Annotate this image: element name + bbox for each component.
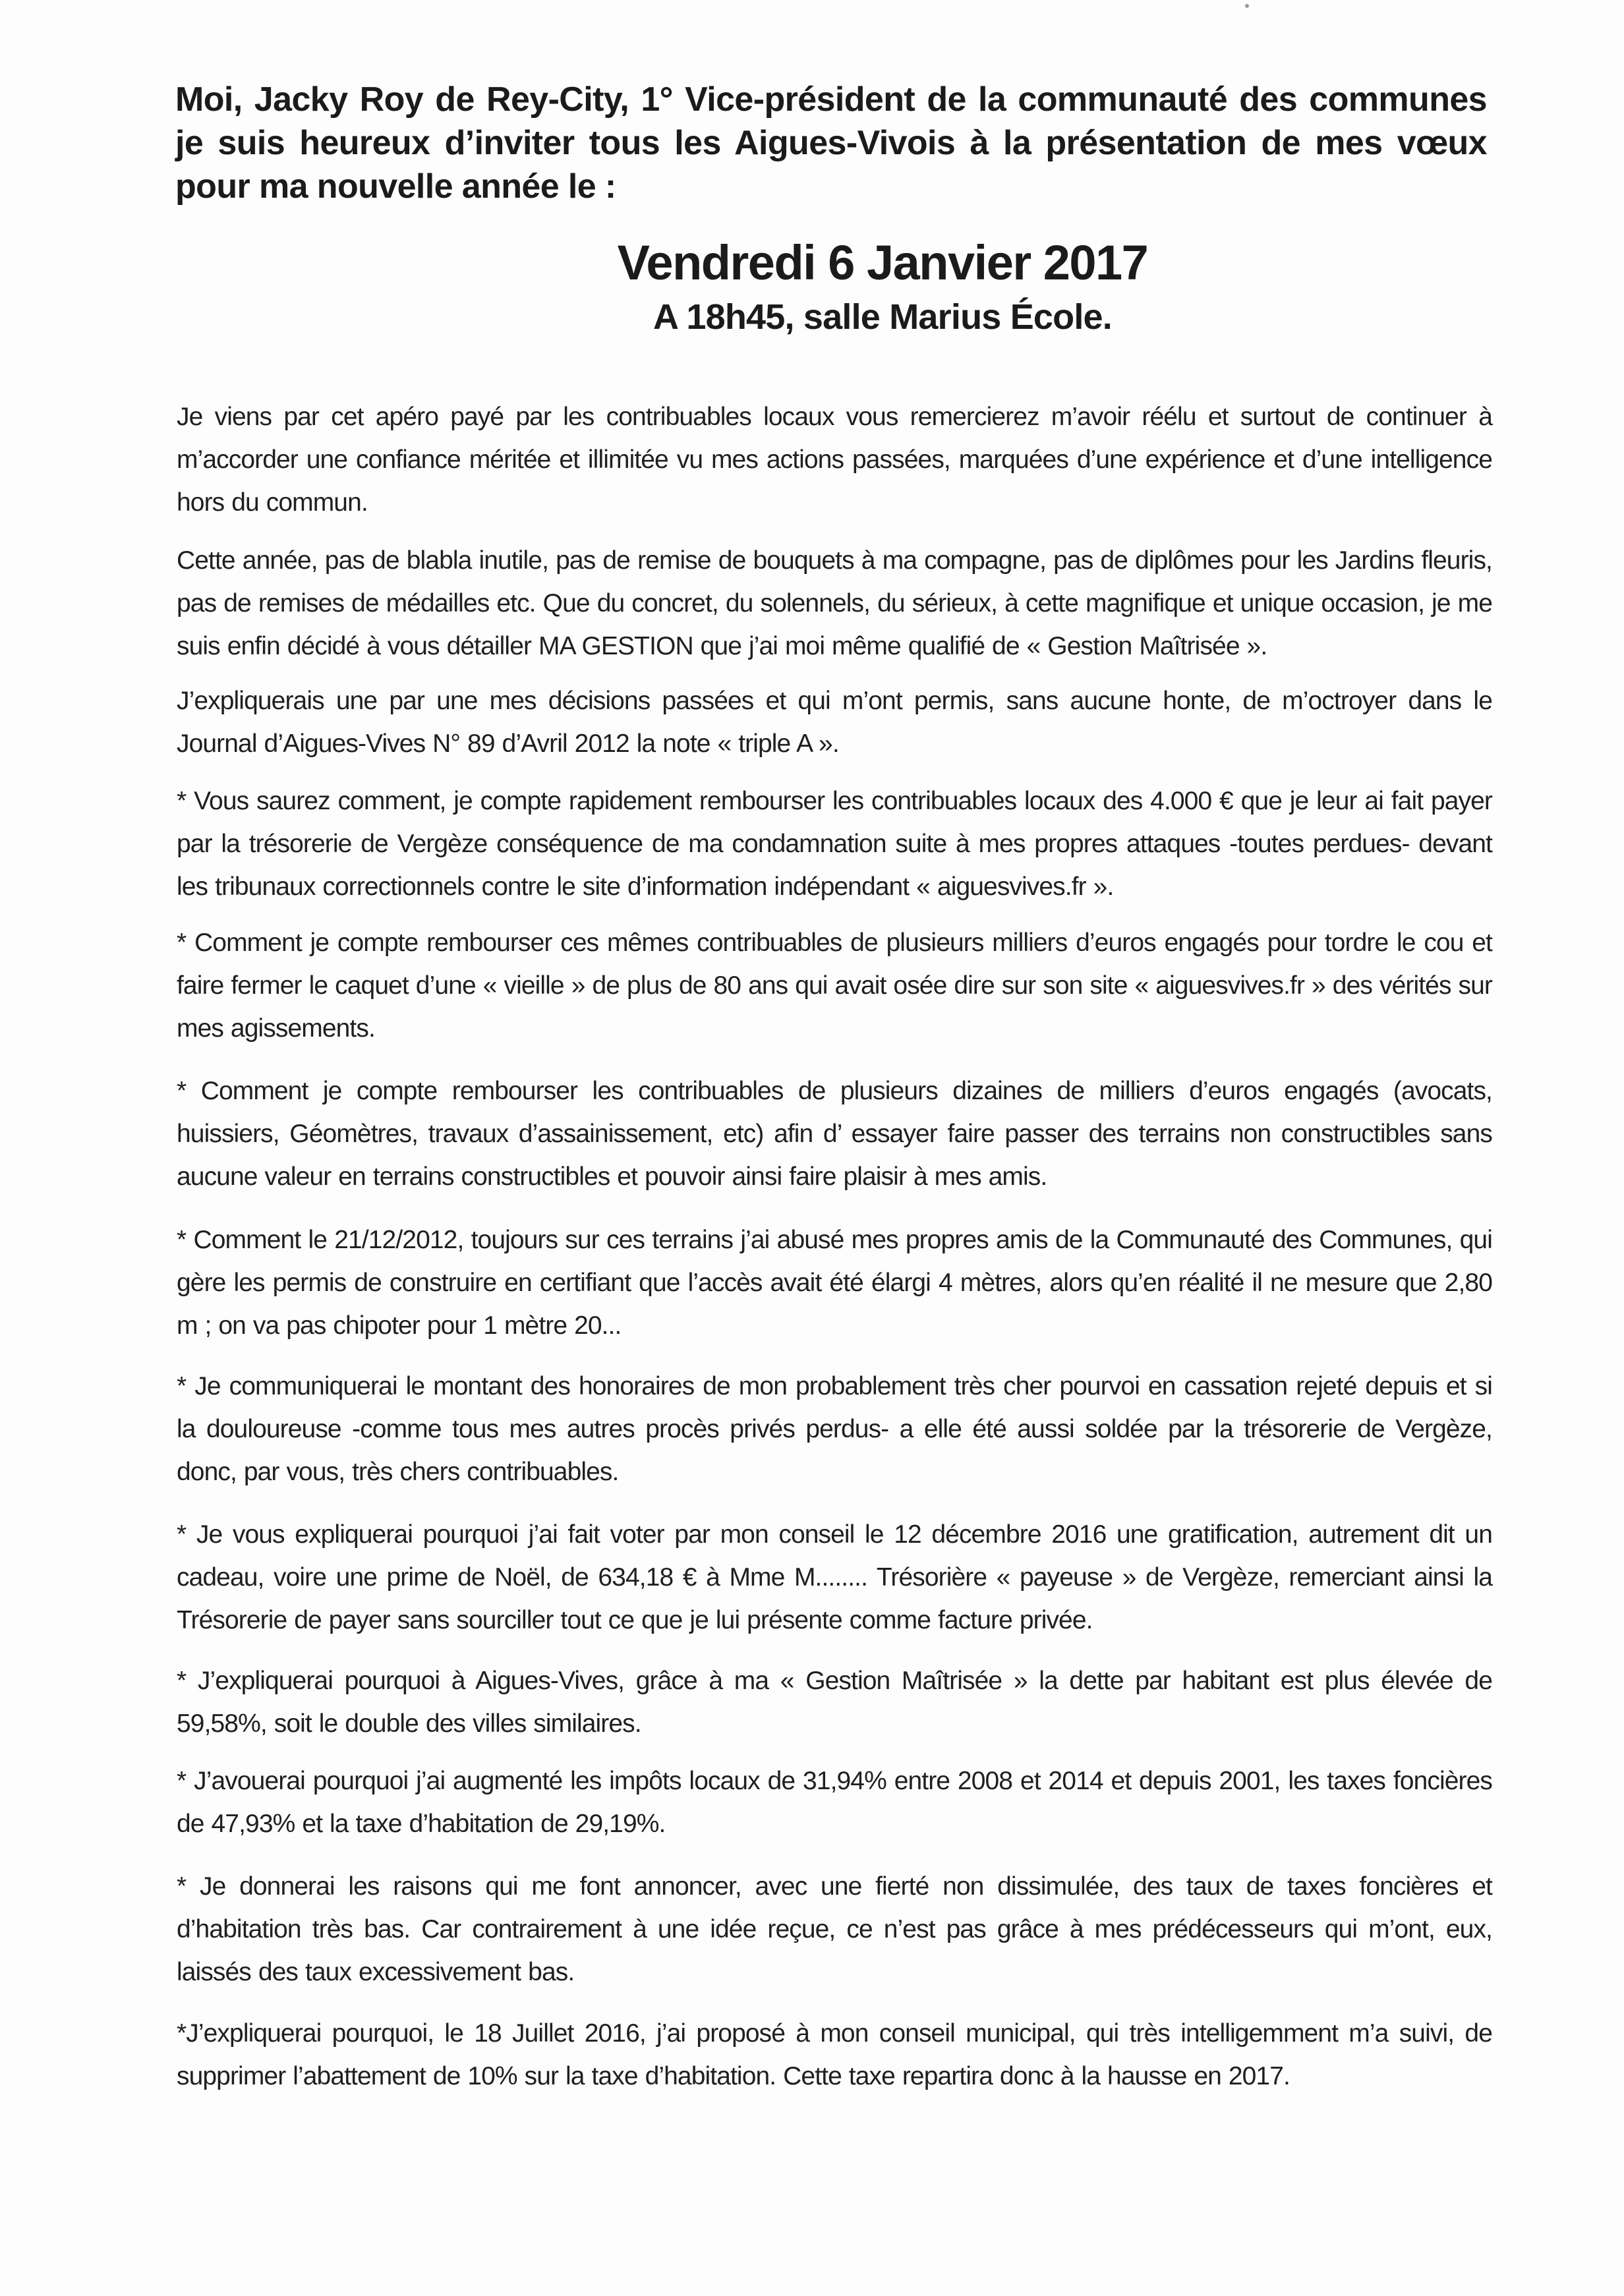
paragraph-taux: * Je donnerai les raisons qui me font annoncer, avec une fierté non dissimulée, des taux de taxes foncières et d’habitation très bas. Car contrairement à une idée reçue, ce n’est pas grâce à mes prédécesseurs qui m’ont, eux, laissés des taux excessivement bas. xyxy=(177,1872,1492,1986)
paragraph-abattement: *J’expliquerai pourquoi, le 18 Juillet 2016, j’ai proposé à mon conseil municipal, qui très intelligemment m’a suivi, de supprimer l’abattement de 10% sur la taxe d’habitation. Cette taxe repartira donc à la hausse en 2017. xyxy=(177,2019,1492,2090)
paragraph-apero: Je viens par cet apéro payé par les contribuables locaux vous remercierez m’avoir réélu et surtout de continuer à m’accorder une confiance méritée et illimitée vu mes actions passées, marquées d’une expérience et d’une intelligence hors du commun. xyxy=(177,403,1492,517)
paragraph-acces: * Comment le 21/12/2012, toujours sur ces terrains j’ai abusé mes propres amis de la Communauté des Communes, qui gère les permis de construire en certifiant que l’accès avait été élargi 4 mètres, alors qu’en réalité il ne mesure que 2,80 m ; on va pas chipoter pour 1 mètre 20... xyxy=(177,1226,1492,1340)
paragraph-impots: * J’avouerai pourquoi j’ai augmenté les impôts locaux de 31,94% entre 2008 et 2014 et depuis 2001, les taxes foncières de 47,93% et la taxe d’habitation de 29,19%. xyxy=(177,1767,1492,1838)
paragraph-triple-a: J’expliquerais une par une mes décisions passées et qui m’ont permis, sans aucune honte, de m’octroyer dans le Journal d’Aigues-Vives N° 89 d’Avril 2012 la note « triple A ». xyxy=(177,687,1492,758)
event-date: Vendredi 6 Janvier 2017 xyxy=(617,235,1148,290)
paragraph-gratification: * Je vous expliquerai pourquoi j’ai fait voter par mon conseil le 12 décembre 2016 une gratification, autrement dit un cadeau, voire une prime de Noël, de 634,18 € à Mme M........ Trésorière « payeuse » de Vergèze, remerciant ainsi la Trésorerie de payer sans sourciller tout ce que je lui présente comme facture privée. xyxy=(177,1520,1492,1634)
paragraph-dette: * J’expliquerai pourquoi à Aigues-Vives, grâce à ma « Gestion Maîtrisée » la dette par habitant est plus élevée de 59,58%, soit le double des villes similaires. xyxy=(177,1667,1492,1738)
paragraph-gestion: Cette année, pas de blabla inutile, pas de remise de bouquets à ma compagne, pas de diplômes pour les Jardins fleuris, pas de remises de médailles etc. Que du concret, du solennels, du sérieux, à cette magnifique et unique occasion, je me suis enfin décidé à vous détailler MA GESTION que j’ai moi même qualifié de « Gestion Maîtrisée ». xyxy=(177,546,1492,660)
paragraph-cassation: * Je communiquerai le montant des honoraires de mon probablement très cher pourvoi en cassation rejeté depuis et si la douloureuse -comme tous mes autres procès privés perdus- a elle été aussi soldée par la trésorerie de Vergèze, donc, par vous, très chers contribuables. xyxy=(177,1372,1492,1486)
scan-speck xyxy=(1245,4,1249,8)
event-time-place: A 18h45, salle Marius École. xyxy=(653,297,1112,337)
paragraph-vieille: * Comment je compte rembourser ces mêmes contribuables de plusieurs milliers d’euros engagés pour tordre le cou et faire fermer le caquet d’une « vieille » de plus de 80 ans qui avait osée dire sur son site « aiguesvives.fr » des vérités sur mes agissements. xyxy=(177,929,1492,1043)
invitation-intro: Moi, Jacky Roy de Rey-City, 1° Vice-président de la communauté des communes je suis heureux d’inviter tous les Aigues-Vivois à la présentation de mes vœux pour ma nouvelle année le : xyxy=(175,80,1487,206)
paragraph-terrains: * Comment je compte rembourser les contribuables de plusieurs dizaines de milliers d’euros engagés (avocats, huissiers, Géomètres, travaux d’assainissement, etc) afin d’ essayer faire passer des terrains non constructibles sans aucune valeur en terrains constructibles et pouvoir ainsi faire plaisir à mes amis. xyxy=(177,1077,1492,1191)
paragraph-remboursement-4000: * Vous saurez comment, je compte rapidement rembourser les contribuables locaux des 4.000 € que je leur ai fait payer par la trésorerie de Vergèze conséquence de ma condamnation suite à mes propres attaques -toutes perdues- devant les tribunaux correctionnels contre le site d’information indépendant « aiguesvives.fr ». xyxy=(177,787,1492,901)
